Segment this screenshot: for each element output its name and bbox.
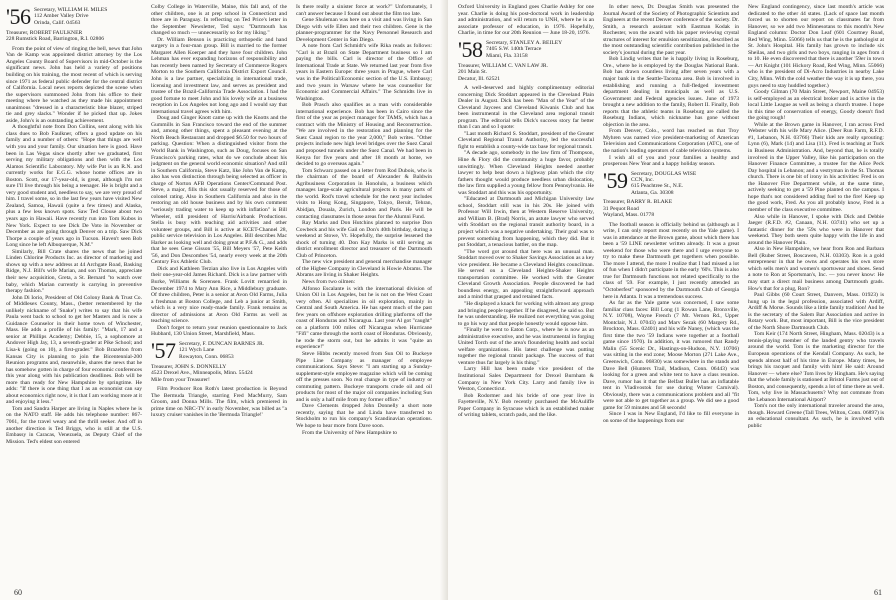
paragraph: "Educated at Dartmouth and Michigan University law school, Stoddart still was in his 20s. He joined with Professor Will Irwin, then at Western Reserve University, and William B. (Brad) Norris, an astute lawyer who served with Stoddart on the regional transit authority board, in a project which was a negative undertaking. Their goal was to prevent something from happening, which they did. But it put Stoddart, a tenacious battler, on the map.: [458, 196, 594, 249]
paragraph: Bob Prasch also qualifies as a man with considerable international experience. Bob has been in Cairo since the first of the year as project manager for TAMS, which has a contract with the Ministry of Housing and Reconstruction. "We are involved in the restoration and planning for the Suez Canal region to the year 2,000," Bob writes. "Other projects include new high level bridges over the Suez Canal and proposed tunnels under the Suez Canal. We had been in Kenya for five years and after 18 month at home, we decided to go overseas again.": [296, 102, 432, 168]
paragraph: The new vice president and general merchandise manager of the Higbee Company in Cleveland is Howie Abrams. The Abrams are living in Shaker Heights.: [296, 259, 432, 279]
secretary-address-line3: Atlanta, Ga. 30308: [631, 189, 674, 196]
paragraph: A note from Carl Schmidt's wife Rika reads as follows: "Carl is at Brazil on State Department business so I am paying the bills. Carl is director of the Office of International Trade at State. We returned last year from five years in Eastern Europe: three years in Prague, where Carl was in the Political/Economic section of the U.S. Embassy; and two years in Warsaw where he was counsellor for Economic and Commercial Affairs." The Schmidts live in Washington.: [296, 43, 432, 102]
treasurer-address-line1: 31 Pequot Road: [603, 205, 639, 212]
secretary-address-line2: Orinda, Calif. 04563: [34, 19, 81, 26]
paragraph: Dr. William Benson is practicing orthopedic and hand surgery in a four-man group. Bill is married to the former Margaret Allen Koerper and they have four children. John Lehman has ever expanding horizons of responsibility and has recently been named by Secretary of Commerce Rogers Morton to the Southern California District Export Council. John is a law partner, specializing in international trade, licensing and investment law, and serves as president and trustee of the Brazil-California Trade Association. I had the good fortune to meet John and his lovely wife at a business reception in Los Angeles not long ago and I would say that international travel agrees with him.: [151, 36, 287, 115]
page-number: 61: [874, 588, 882, 597]
paragraph: Tom Keir (174 North Street, Hingham, Mass. 02043) is a tennis-playing member of the landed gentry who travels around the world. Tom is the marketing director for the European operations of the Kendall Company. As such, he spends almost half of his time in Europe. Many times, he brings his racquet and family with him! He said: Around Hanover — where else? Tom lives by Hingham. He's saying that the whole family is stationed at Bristol Farms just out of Boston, and consequently, spends a lot of time there as well. Tom, why live in Massachusetts? Why not commute from the Lebanon International Airport?: [748, 331, 884, 403]
class-1956-header: [6, 4, 142, 29]
treasurer-address: 228 Rumstick Road, Barrington, R.I. 02806: [6, 36, 105, 43]
page-number: 60: [14, 588, 22, 597]
paragraph: Ray Marks and Don Hutchins planned to surprise Don Cowbeck and his wife Gail on Don's 40th birthday, during a weekend at Stowe, Vt. Hopefully, the surprise lessened the shock of turning 40. Don Kay Marks is still serving as district enrollment director and treasurer of the Dartmouth Club of Princeton.: [296, 220, 432, 259]
paragraph: News from two oilmen:: [302, 278, 356, 285]
left-column-2: [151, 4, 287, 582]
class-1957-header: [151, 337, 287, 363]
paragraph: Dave Clements dropped John Donnelly a short note recently, saying that he and Linda have transferred to Stockholm to run his company's Scandinavian operations. We hope to hear more from Dave soon.: [296, 403, 432, 429]
secretary-address-line2: 615 Peachtree St., N.E.: [631, 183, 684, 190]
treasurer-address: 4523 Drexel Ave., Minneapolis, Minn. 55424: [151, 370, 253, 377]
milepost-note: Mile from your Treasurer!: [151, 376, 210, 383]
class-year: '56: [6, 4, 31, 29]
secretary-address-line1: 7405 S.W. 140th Terrace: [486, 46, 542, 53]
class-secretary: [179, 341, 264, 360]
class-year: '59: [603, 167, 628, 193]
paragraph: The football season is officially behind us (although as I write, I can only report most recently on the Yale game). I was in attendance at the Brown game, about which there has been a '59 LINE newsletter written already. It was a great weekend for those who were there and I urge everyone to try to make these Dartmouth get togethers when possible. The more I attend, the more I realize that I had missed a lot of fun when I didn't participate in the early '60's. This is also true for Dartmouth functions not related specifically to the class of '59. For example, I just recently attended an "Octoberfest" sponsored by the Dartmouth Club of Georgia here in Atlanta. It was a tremendous success.: [603, 221, 739, 300]
paragraph: Larry Hill has been made vice president of the Institutional Sales Department for Drexel Burnham & Company in New York City. Larry and family live in Weston, Connecticut.: [458, 366, 594, 393]
paragraph: Bob Lindig writes that he is happily living in Roseburg, Ore., where he is employed by the Douglas National Bank. Bob has drawn countless living after seven years with a major bank in the Seattle-Tacoma area. Bob is involved in establishing and running a full-fledged investment department dealing in municipals as well as U.S. Government and Federal agencies issues. June of 1973 brought a new addition to the family, Robert II. Finally, Bob reports that the athletic teams in Roseburg are called the Roseburg Indians, which nickname has gone without objection in the area.: [603, 56, 739, 128]
paragraph: Also in New Hampshire, we hear from Ron and Barbara Bell (Ruber Street, Boscawen, N.H. 03303). Ron is a gold entrepreneur in that he owns and operates his own store which sells men's and women's sportswear and shoes. Send a note to Ron at Sportsman's, Inc. — you never know: He may start a direct mail business among Dartmouth grads. How's that for a plug, Ron?: [748, 246, 884, 292]
secretary-name: Secretary, DOUGLAS WISE: [631, 170, 697, 177]
class-1958-header: [458, 36, 594, 62]
paragraph: From Denver, Colo., word has reached us that Troy Myhren was named vice president-marketing of American Television and Communications Corporation (ATC), one of the nation's leading operators of cable television systems.: [603, 128, 739, 155]
class-1959-header: [603, 167, 739, 197]
paragraph: While at the Brown game in Hanover, I ran across Fred Webster with his wife Mary Alice. (Deer Run Farm, R.F.D. #1, Lebanon, N.H. 03766) Their kids are really sprouting: Lynn (6), Mark (14) and Lisa (11). Fred is teaching at Tuck in Business Administration. And, beyond that, he is totally involved in the Upper Valley, like his participation on the Hanover Finance Committee, a trustee for the Alice Peck Day hospital in Lebanon; and a vestryman in the St. Thomas church. There is one bit of irony in his activities: Fred is on the Hanover Fire Department while, at the same time, actively seeking to get a '59 Pine planted on the campus. I hope that's not considered adding fuel to the fire! Keep up the good work, Fred. As you all probably know, Fred is a member of the class executive committee.: [748, 121, 884, 213]
paragraph: From the University of New Hampshire to: [302, 429, 398, 436]
secretary-name: Secretary, WILLIAM H. MILES: [34, 7, 108, 13]
class-treasurer: [603, 199, 739, 218]
secretary-address-line2: Miami, Fla. 33158: [486, 52, 528, 59]
treasurer-address-line1: 201 Main St.: [458, 69, 488, 76]
class-year: '58: [458, 36, 483, 62]
secretary-address-line2: Rowayton, Conn. 06853: [179, 353, 234, 360]
paragraph: Colby College in Waterville, Maine, this fall and, of the other children, one is at prep school in Connecticut and three are in Paraguay. In reflecting on Ted Price's letter in the September Newsletter, Ted says: "Dartmouth has changed so much — unnecessarily so for my liking.": [151, 4, 287, 37]
paragraph: Gene Shuleman was here on a visit and was living in San Diego with wife Ellen and their two children. Gene is the planner-programmer for the Navy Personnel Research and Development Center in San Diego.: [296, 17, 432, 43]
paragraph: Tom's not the only international traveler around the area, though. Howard Greene (Tall Trees, Wilton, Conn. 06897) is an educational consultant. As such, he is involved with public: [748, 403, 884, 429]
paragraph: New England contingency, since last month's article was dedicated to the other 44 states. (Lack of space last month forced us to shorten our report on classmates far from Hanover, so we add two Minnesotans to this month's New England column: Doctor Don Leaf (601 Courtney Road, Red Wing, Minn. 55066) tells us that he is the pathologist at St. John's Hospital. His family has grown to include six Sheilas, and two girls and two boys, ranging in ages from 4 to 10. He even discovered that there is another '59er in town — Art Knight (101 Hickory Road, Red Wing, Minn. 55066) who is the president of Di-Acro Industries in nearby Lake City, Minn. With the cold weather the way it is up there, you guys need to stay huddled together.): [748, 4, 884, 89]
paragraph: Bob Rodormer and his bride of one year live in Fayetteville, N.Y. Bob recently purchased the McAuliffe Paper Company in Syracuse which is an established maker of writing tablets, scratch pads, and the like.: [458, 392, 594, 419]
treasurer-name: Treasurer, BARRY R. BLAKE: [603, 199, 673, 206]
secretary-name: Secretary, STANLEY A. BEILEY: [486, 39, 563, 46]
secretary-address-line1: CCN, Inc.: [631, 177, 654, 184]
paragraph: A well-deserved and highly complimentary editorial concerning Dick Stoddart appeared in the Cleveland Plain Dealer in August. Dick has been "Man of the Year" of the Cleveland Jaycees and Cleveland Kiwanis Club and has been instrumental in the Cleveland area regional transit program. The editorial tells Dick's success story far better than I can and so I quote:: [458, 84, 594, 131]
class-year: '57: [151, 337, 176, 363]
paragraph: Tom and Sandra Harper are living in Naples where he is on the NATO staff. He adds his telephone number: 867-7061, for the travel weary and the thrill seeker. And off in another direction is Ted Briggs, who is still at the U.S. Embassy in Caracas, Venezuela, as Deputy Chief of the Mission. Ted's eldest son entered: [6, 405, 142, 445]
paragraph: "Finally he went to Eaton Corp., where he is now as an administrative executive, and he was instrumental in forging United Torch out of the area's floundering health and social welfare organizations. His latest challenge was putting together the regional transit package. The success of that venture thus far largely is his thing.": [458, 327, 594, 366]
treasurer-name: Treasurer, WILLIAM C. VAN LAW JR.: [458, 62, 549, 69]
paragraph: Doug and Ginger Knott came up with the Knotts and the Gummills in San Francisco toward the end of the summer and, among other things, spent a pleasant evening at the North Beach Restaurant and dropped $6.50 for two hours of parking. Question: When a distinguished visitor from the World Bank in Washington, such as Doug, focuses on San Francisco's parking rates, what do we conclude about his judgment on the general world economic situation? And still in Southern California, Steve Katz, like John Van de Kamp, also has won distinction through being selected as officer in charge of Norton AFB Operations Center/Command Post. Steve, a major, fills this slot usually reserved for those of colonel rating. Also in Southern California and also in the restoring an old house business and by his own comment "seriously trading water to keep up with inflation" is Bill Wheeler, still president of Harris/Airbank Productions. Stella is busy with teaching aid activities and other volunteer groups, and Bill is active at KCET-Channel 28, public service television in Los Angeles. Bill describes Mac Harker as looking well and doing great at P.F.& G., and adds that he sees Gene Gisson '55, Bill Meyers '57, Pete Keith '56, and Don Descombes '54, nearly every week at the 20th Century Fox Athletic Club.: [151, 115, 287, 266]
paragraph: Goody Gilman (70 Main Street, Newport, Maine 04953) is self-employed as an electrical broker and is active in the local Little League as well as being a church trustee. I hope in this time of conservation of energy, Goody doesn't find the going rough!: [748, 89, 884, 122]
class-secretary: [34, 7, 107, 26]
paragraph: "He displayed a knack for working with almost any group and bringing people together. If he disagreed, he said so. But he was understanding. He realized not everything was going to go his way and that people honestly would oppose him.: [458, 301, 594, 327]
paragraph: From the point of view of ringing the bell, news that John Van de Kamp was appointed district attorney by the Los Angeles County Board of Supervisors in mid-October is the significant news. John has held a variety of positions building on his training, the most recent of which is serving since 1971 as federal public defender for the central district of California. Local news reports depicted the scene when the supervisors summoned John from his office to their meeting where he watched as they made his appointment unanimous "dressed in a characteristic blue blazer, striped tie and grey slacks." Wonder if he picked that up. Jokes aside, John's is an outstanding achievement.: [6, 45, 142, 124]
right-column-1: [458, 4, 594, 582]
treasurer-name: Treasurer, JOHN S. DONNELLY: [151, 363, 227, 370]
paragraph: Dick and Kathleen Terzian also live in Los Angeles with their one-year-old James Richard. Dick is a law partner with Burke, Williams & Sorensen. Frank Lovitt remarried in December 1974 to Mary Ann Rice, a Middlebury graduate. Of three children, Peter is a senior at Avon Old Farms, Julia a freshman at Boston College, and Leb a junior at Smith, which is a very nice ready-made family. Frank remains as director of admissions at Avon Old Farms as well as teaching science.: [151, 265, 287, 325]
class-secretary: [631, 171, 696, 197]
right-column-3: [748, 4, 884, 582]
paragraph: As far as the Yale game was concerned, I saw some familiar class faces: Bill Long (1 Rowan Lane, Bronxville, N.Y. 10708), Wayne French (7 Mt. Vernon Rd., Upper Montclair, N.J. 07043) and Marv Sezak (60 Margery Rd., Brockton, Mass. 02401) and his wife Naney, (which was the first time the two '59 Indians were together at a football game since 1970). In addition, it was rumored that Randy Malin (55 Scenic Dr., Hastings-on-Hudson, N.Y. 10706) was sitting in the end zone; Moose Morton (271 Lake Ave., Greenwich, Conn. 06830) was somewhere in the stands and Dave Bell (Hunters Trail, Madison, Conn. 06443) was looking for a green and white tent to have a class reunion. Dave, rumor has it that the Belfast Bullet has an inflatable tent in Vladivostok for use during Winter Carnival). Obviously, there was a communications problem and all "fit were not able to get together as a group. We did see a good game for 59 minutes and 58 seconds!: [603, 300, 739, 411]
right-page: [448, 0, 896, 600]
class-secretary: [486, 40, 562, 59]
paragraph: "A decade ago, somebody in the law firm of Thompson, Hine & Flory did the community a huge favor, probably unwittingly. When Cleveland Heights needed another lawyer to help beat down a highway plan which the city fathers thought would produce needless urban dislocation, the law firm supplied a young fellow from Pennsylvania. He was Stoddart and this was his opportunity.: [458, 150, 594, 196]
left-column-1: [6, 4, 142, 582]
class-treasurer: [458, 63, 594, 82]
paragraph: "The word got around that here was an unusual man. Stoddart moved over to Shaker Savings Association as a key vice president. He became a Cleveland Heights councilman. He served on a Cleveland Heights-Shaker Heights transportation committee. He worked with the Greater Cleveland Growth Association. People discovered he had boundless energy, an appealing straightforward approach and a mind that grasped and retained facts.: [458, 248, 594, 301]
paragraph: Paul Gibbs (60 Court Street, Danvers, Mass. 01923) is hung up in the legal profession, associated with Ardiff, Ardiff & Morse. Sounds like a little family tradition! And he is the secretary of the Salem Bar Association and active in Rotary work. But, most important, Bill is the vice president of the North Shore Dartmouth Club.: [748, 292, 884, 331]
paragraph: Alfonso Escalante is with the international division of Union Oil in Los Angeles, but he is not on the West Coast very often. Al specializes in oil exploration, mainly in Central and South America. He has spent much of the past few years on offshore exploration drilling platforms off the coast of Honduras and Nicaragua. Last year Al got "caught" on a platform 100 miles off Nicaragua when Hurricane "Fifi" came through the north coast of Honduras. Obviously, he rode the storm out, but he admits it was "quite an experience!": [296, 285, 432, 351]
secretary-address-line1: 112 Amber Valley Drive: [34, 13, 89, 20]
paragraph: Film Producer Ron Roth's latest production is Beyond The Bermuda Triangle, starring Fred MacMurry, Sam Groom, and Donna Mills. The film, which premiered in prime time on NBC-TV in early November, was billed as "a luxury cruiser vanishes in the 'Bermuda Triangle!': [151, 386, 287, 419]
treasurer-address-line2: Wayland, Mass. 01778: [603, 212, 655, 219]
paragraph: Oxford University in England goes Charlie Ashley for one year. Charlie is doing his post-doctoral work in leadership and administration, and will return to UNH, where he is an associate professor of education, in 1976. Hopefully, Charlie, in time for our 20th Reunion — June 18-20, 1976.: [458, 4, 594, 37]
paragraph: A thoughtful note from Don Collins, sent along with his class dues to Bob Faulkner, offers a good update on his family and a number of others: "Hope that things are well with you and your family. Our situation here is good. Have been in Las Vegas since shortly after we graduated, first serving my military obligations and then with the Los Alamos Scientific Laboratory. My wife Pat is an R.N. and currently works for E.G.G. whose home offices are in Boston. Scott, our 17-year-old, is great, although I'm not sure I'll live through his being a teenager. He is bright and a very good student and, needless to say, we are very proud of him. I travel some, so in the last few years have visited New Zealand, Samoa, Hawaii (quite a few times) and Alaska, plus a few less known spots. Saw Ted Clouse about two years ago in Hawaii. Have recently run into Tom Kubos in New York. Expect to see Dick De Voto in November or December as are going through Denver on a trip. Saw Dick Thorpe a couple of years ago in Tucson. Haven't seen Bob Long since he left Albuquerque, N.M.": [6, 124, 142, 249]
paragraph: John Di Iorio, President of Old Colony Bank & Trust Co. of Middlesex County, Mass., (better remembered by the unlikely nickname of 'Snake') writes to say that his wife Paula went back to school to get her Masters and is now a Guidance Counselor in their home town of Winchester, Mass. He adds a profile of his family: "Mark, 17 and a senior at Phillips Academy; Debbie, 15, a sophomore at Andover High Jay, 13, a seventh-grader at Pike School; and Lisa-k (going on 10), a first-grader." Bob Brazelton from Kansas City is planning to join the Bicentennial-200 Reunion programs and, meanwhile, shares the news that he has somehow gotten in charge of four economic conferences this year along with his publication deadlines. Bob will be more than ready for New Hampshire by springtime. He adds: "If there is one thing that I as an economist can say about economics right now, it is that I am working more at it and enjoying it less.": [6, 294, 142, 406]
paragraph: Similarly, Bill Crate shares the news that he joined Linden Chlorine Products Inc. as director of marketing and shows up with a new address at 44 Archgate Road, Basking Ridge, N.J. Bill's wife Marian, and son Thomas, appreciate their new acquisition, Greta, a St. Bernard "to watch over baby, which Marian currently is carrying in preventive therapy fashion.": [6, 248, 142, 295]
class-treasurer: [6, 30, 142, 43]
class-treasurer: [151, 364, 287, 383]
secretary-name: Secretary, F. DUNCAN BARNES JR.: [179, 340, 265, 347]
paragraph: I wish all of you and your families a healthy and prosperous New Year and a happy holiday season.: [603, 154, 739, 168]
paragraph: Since I was in New England, I'd like to fill everyone in on some of the happenings from our: [603, 411, 739, 424]
paragraph: In other news, Dr. Douglas Smith was presented the Journal Award of the Society of Photographic Scientists and Engineers at the recent Denver conference of the society. Dr. Smith, a research assistant with Eastman Kodak in Rochester, won the award with his paper reviewing crystal structures of interest for emulsion sensitization, described as the most outstanding scientific contribution published in the society's journal during the past year.: [603, 4, 739, 56]
paragraph: Is there really a sinister force at work?" Unfortunately, I can't answer because I found out about the film too late.: [296, 4, 432, 17]
treasurer-name: Treasurer, ROBERT FAULKNER: [6, 30, 83, 36]
paragraph: Tom Schwarz passed on a letter from Rod Dubois, who is the chairman of the board of Alexander & Baldwin Agribusiness Corporation in Honolulu, a business which manages large-scale agricultural projects in many parts of the world. Rod's travel schedule for the next year includes visits to Hong Kong, Singapore, Tokyo, Beruit, Tehran, Abidjan, Douala, Zurich, London and Paris. He will be contacting classmates in those areas for the Alumni Fund.: [296, 167, 432, 220]
left-column-3: [296, 4, 432, 582]
paragraph: "Last month Richard S. Stoddart, president of the Greater Cleveland Regional Transit Authority, led the successful fight to establish a county-wide tax base for regional transit.: [458, 130, 594, 150]
right-column-2: [603, 4, 739, 582]
paragraph: Also while in Hanover, I spoke with Dick and Debbie Jaeger (R.F.D. #2, Canaan, N.H. 03741) who set up a fantastic dinner for the '59s who were in Hanover that weekend. They both seem quite happy with the life in and around the Hanover Plain.: [748, 213, 884, 246]
secretary-address-line1: 121 Wych Lane: [179, 347, 215, 354]
paragraph: Don't forget to return your reunion questionnaire to Jack Hubbard, 130 Union Street, Marshfield, Mass.: [151, 324, 287, 338]
paragraph: Steve Hibbs recently moved from Sun Oil to Buckeye Pipe Line Company as manager of employee communications. Says Steve: "I am starting up a Sunday-supplement-style employee magazine which will be coming off the presses soon. No real change in type of industry or commuting pattern. Buckeye transports crude oil and oil products for most of the major oil companies including Sun and is only a half mile from my former office.": [296, 350, 432, 403]
treasurer-address-line2: Decatur, Ill. 62521: [458, 75, 501, 82]
